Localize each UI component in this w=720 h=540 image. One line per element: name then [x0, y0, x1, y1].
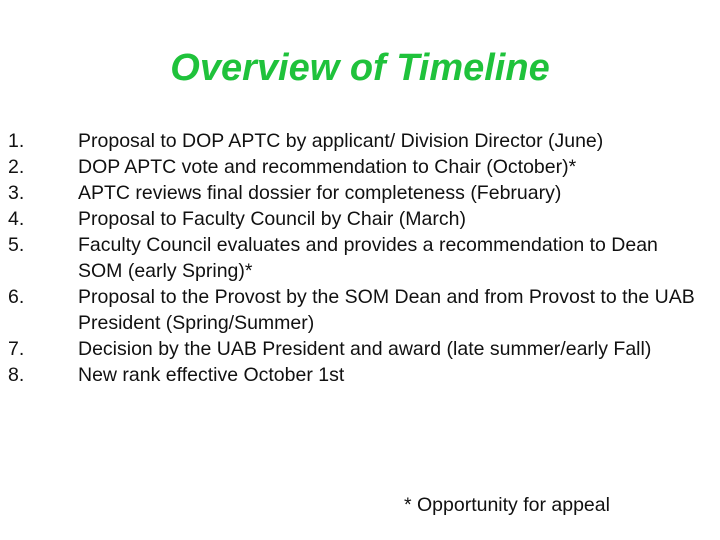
step-text: Proposal to DOP APTC by applicant/ Division Director (June) — [78, 130, 604, 152]
step-number: 8. — [8, 364, 25, 386]
step-text: APTC reviews final dossier for completeness (February) — [78, 182, 562, 204]
step-text: Proposal to the Provost by the SOM Dean and from Provost to the UAB President (Spring/Summer) — [78, 286, 695, 334]
step-number: 6. — [8, 286, 25, 308]
step-number: 4. — [8, 208, 25, 230]
timeline-step-2 — [8, 154, 698, 180]
step-number: 2. — [8, 156, 25, 178]
timeline-step-1 — [8, 128, 698, 154]
step-text: Proposal to Faculty Council by Chair (March) — [78, 208, 466, 230]
step-number: 5. — [8, 234, 25, 256]
step-text: Faculty Council evaluates and provides a recommendation to Dean SOM (early Spring)* — [78, 234, 658, 282]
step-text: DOP APTC vote and recommendation to Chair (October)* — [78, 156, 577, 178]
timeline-step-6 — [8, 284, 698, 336]
step-number: 7. — [8, 338, 25, 360]
step-text: Decision by the UAB President and award (late summer/early Fall) — [78, 338, 652, 360]
slide-title: Overview of Timeline — [170, 47, 550, 89]
step-text: New rank effective October 1st — [78, 364, 345, 386]
timeline-step-4 — [8, 206, 698, 232]
appeal-footnote: * Opportunity for appeal — [404, 494, 610, 516]
step-number: 3. — [8, 182, 25, 204]
timeline-step-7 — [8, 336, 698, 362]
timeline-step-8 — [8, 362, 698, 388]
timeline-step-3 — [8, 180, 698, 206]
timeline-list — [8, 128, 698, 388]
timeline-step-5 — [8, 232, 698, 284]
step-number: 1. — [8, 130, 25, 152]
